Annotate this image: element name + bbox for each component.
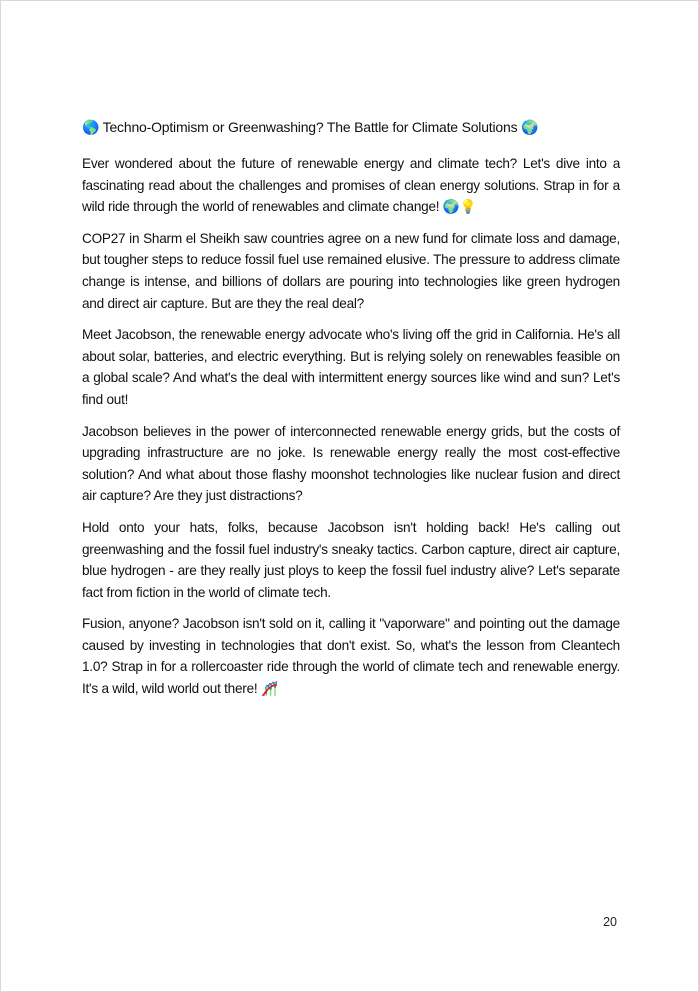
paragraph-intro: Ever wondered about the future of renewable energy and climate tech? Let's dive into a fascinating read about the challenges and promises of clean energy solutions. Strap in for a wild ride through the world of renewables and climate change! 🌍💡 <box>82 156 620 215</box>
paragraph-fusion: Fusion, anyone? Jacobson isn't sold on it, calling it "vaporware" and pointing out the damage caused by investing in technologies that don't exist. So, what's the lesson from Cleantech 1.0? Strap in for a rollercoaster ride through the world of climate tech and renewable energy. It's a wild, wild world out there! 🎢 <box>82 616 620 697</box>
article-title: 🌎 Techno-Optimism or Greenwashing? The Battle for Climate Solutions 🌍 <box>82 119 539 135</box>
page-number: 20 <box>603 915 617 929</box>
document-content <box>82 119 620 710</box>
paragraph-cop27: COP27 in Sharm el Sheikh saw countries agree on a new fund for climate loss and damage, but tougher steps to reduce fossil fuel use remained elusive. The pressure to address climate change is intense, and billions of dollars are pouring into technologies like green hydrogen and direct air capture. But are they the real deal? <box>82 230 620 311</box>
paragraph-grids: Jacobson believes in the power of interconnected renewable energy grids, but the costs of upgrading infrastructure are no joke. Is renewable energy really the most cost-effective solution? And what about those flashy moonshot technologies like nuclear fusion and direct air capture? Are they just distractions? <box>82 423 620 504</box>
paragraph-jacobson-intro: Meet Jacobson, the renewable energy advocate who's living off the grid in California. He's all about solar, batteries, and electric everything. But is relying solely on renewables feasible on a global scale? And what's the deal with intermittent energy sources like wind and sun? Let's find out! <box>82 327 620 407</box>
paragraph-greenwashing: Hold onto your hats, folks, because Jacobson isn't holding back! He's calling out greenwashing and the fossil fuel industry's sneaky tactics. Carbon capture, direct air capture, blue hydrogen - are they really just ploys to keep the fossil fuel industry alive? Let's separate fact from fiction in the world of climate tech. <box>82 519 620 600</box>
